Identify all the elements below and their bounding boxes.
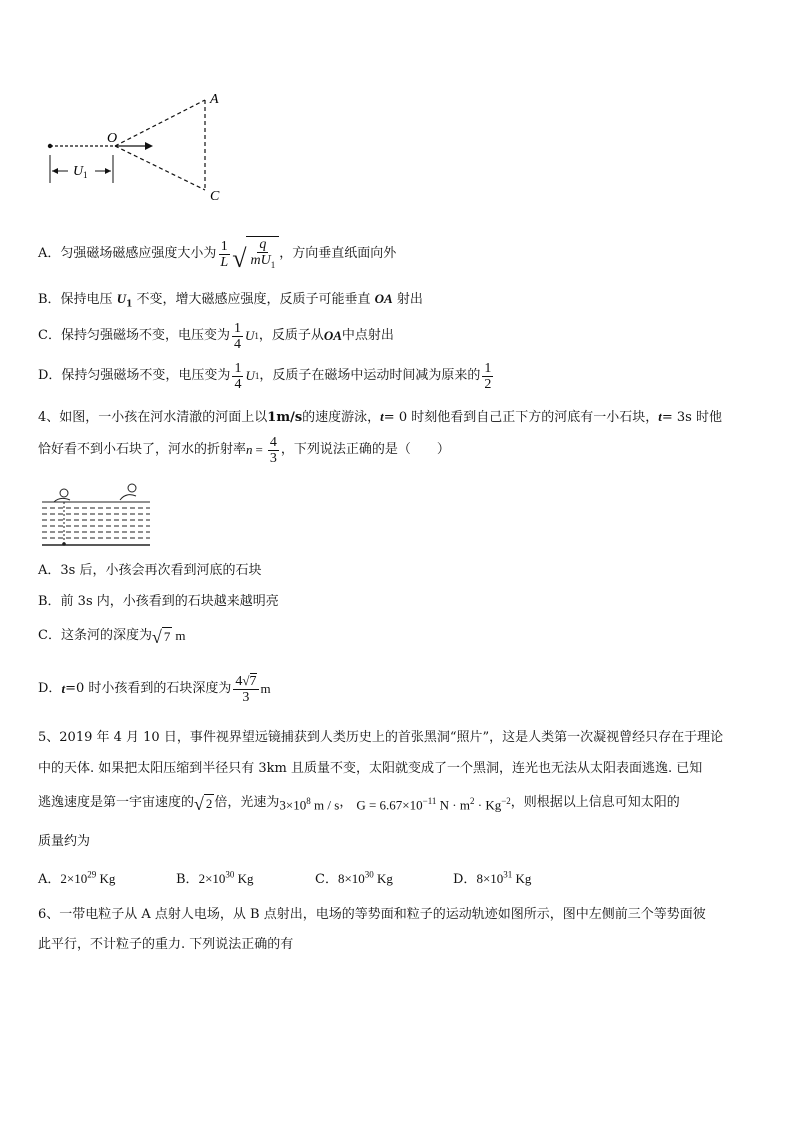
child-right-icon: [120, 484, 136, 500]
q3-a-post: ，方向垂直纸面向外: [279, 246, 397, 261]
line-OA: [115, 100, 205, 146]
q4-option-c: C．这条河的深度为 √ 7 m: [38, 626, 186, 647]
field-diagram: [40, 85, 240, 210]
q4-option-a: A．3s 后，小孩会再次看到河底的石块: [38, 563, 262, 578]
dim-arrowhead-right: [105, 168, 111, 174]
q3-option-a: [38, 236, 397, 274]
stone-icon: [62, 542, 66, 546]
dim-arrowhead-left: [52, 168, 58, 174]
river-figure: [40, 478, 152, 550]
line-OC: [115, 146, 205, 190]
source-dot: [48, 144, 52, 148]
q3-option-c: C．保持匀强磁场不变，电压变为 $\frac{1}{4}$ U 1 ，反质子从 OA 中点射出: [38, 320, 394, 352]
q4-stem-line2: 恰好看不到小石块了，河水的折射率 n = $\frac{4}{3}$ ，下列说法正确的是（ ）: [38, 434, 450, 466]
label-C: C: [210, 189, 220, 204]
q4-option-b: B．前 3s 内，小孩看到的石块越来越明亮: [38, 594, 279, 609]
q3-a-frac: $\frac{1}{L}$: [220, 238, 229, 270]
q5-option-d: D．$8\times 10^{31}$ Kg: [453, 869, 532, 887]
label-U-sub: 1: [83, 170, 88, 180]
label-A: A: [210, 92, 219, 107]
q3-option-b: B．保持电压 $U_1$ 不变，增大磁感应强度，反质子可能垂直 OA 射出: [38, 291, 423, 310]
child-left-icon: [54, 489, 70, 502]
arrow-head: [145, 142, 153, 150]
label-U: U: [73, 164, 84, 179]
q5-stem-line1: 5、2019 年 4 月 10 日，事件视界望远镜捕获到人类历史上的首张黑洞“照片”，这是人类第一次凝视曾经只存在于理论: [38, 730, 724, 745]
q3-option-d: D．保持匀强磁场不变，电压变为 $\frac{1}{4}$ U 1 ，反质子在磁场中运动时间减为原来的 $\frac{1}{2}$: [38, 360, 492, 392]
q5-stem-line3: 逃逸速度是第一宇宙速度的 √ 2 倍，光速为 $3\times 10^8$ m / s ， $G = 6.67\times 10^{-11}$ $N \cdot m^2 \cdot Kg^{-2}$ ，则根据以上信息可知太阳的: [38, 793, 680, 814]
q5-stem-line4: 质量约为: [38, 834, 91, 849]
q6-stem-line1: 6、一带电粒子从 A 点射人电场，从 B 点射出，电场的等势面和粒子的运动轨迹如图所示，图中左侧前三个等势面彼: [38, 907, 706, 922]
q4-stem-line1: 4、如图，一小孩在河水清澈的河面上以1m/s的速度游泳，t= 0 时刻他看到自己正下方的河底有一小石块，t= 3s 时他: [38, 409, 722, 425]
q3-a-sqrt: √ $\frac{q}{mU_1}$: [232, 236, 279, 273]
q5-option-a: A．$2\times 10^{29}$ Kg: [38, 869, 116, 887]
q5-option-c: C．$8\times 10^{30}$ Kg: [315, 869, 393, 887]
q5-stem-line2: 中的天体. 如果把太阳压缩到半径只有 3km 且质量不变，太阳就变成了一个黑洞，连光也无法从太阳表面逃逸. 已知: [38, 761, 703, 776]
q4-option-d: D． t =0 时小孩看到的石块深度为 $\frac{4√7}{3}$ m: [38, 673, 271, 705]
q5-option-b: B．$2\times 10^{30}$ Kg: [176, 869, 254, 887]
q3-a-text: A．匀强磁场磁感应强度大小为: [38, 246, 217, 261]
label-O: O: [107, 131, 118, 146]
q6-stem-line2: 此平行，不计粒子的重力. 下列说法正确的有: [38, 937, 294, 952]
